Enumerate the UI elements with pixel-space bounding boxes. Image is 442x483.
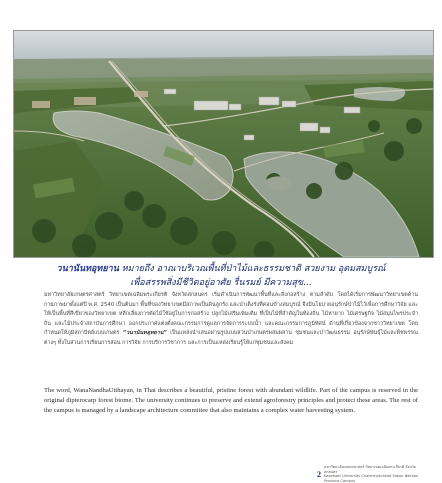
aerial-campus-photo: [13, 30, 434, 258]
caption-line1: หมายถึง อาณาบริเวณพื้นที่ป่าไม้และธรรมชาติ สวยงาม อุดมสมบูรณ์: [121, 264, 386, 274]
footer-line-thai: มหาวิทยาลัยเกษตรศาสตร์ วิทยาเขตเฉลิมพระเกียรติ จังหวัดสกลนคร: [324, 465, 417, 474]
thai-paragraph: [44, 291, 418, 349]
footer-line-english: Kasetsart University Chalermphrakiat Sakon Nakhon Province Campus: [324, 474, 419, 483]
page-footer: [317, 465, 428, 483]
caption-title: วนานันทอุทยาน: [56, 264, 119, 274]
caption-line2: เพื่อสรรพสิ่งมีชีวิตอยู่อาศัย รื่นรมย์ มีความสุข...: [130, 278, 312, 288]
footer-text: [324, 465, 428, 483]
thai-paragraph-part1: มหาวิทยาลัยเกษตรศาสตร์ วิทยาเขตเฉลิมพระเกียรติ จังหวัดสกลนคร เริ่มดำเนินการพัฒนาพื้นที่และสิ่งก่อสร้าง ตามลำดับ โดยได้เริ่มการพัฒนาวิทยาเขตด้านกายภาพมาตั้งแต่ปี พ.ศ. 2540 เป็นต้นมา พื้นที่ของวิทยาเขตมีสภาพเป็นดินลูกรัง และป่าเต็งรังที่ค่อนข้างสมบูรณ์ จึงมีนโยบายอนุรักษ์ป่าไม้ไว้เพื่อการศึกษาวิจัย และให้เป็นพื้นที่สีเขียวของวิทยาเขต หลีกเลี่ยงการตัดไม้ใช้อยู่ในการก่อสร้าง ปลูกไม้เสริมเพิ่มเติม ที่เป็นไม้ที่สำคัญในท้องถิ่น ไม้หายาก ไม้เศรษฐกิจ ไม้สมุนไพรประจำถิ่น และไม้ประจำสถาบันการศึกษา ออกประกาศแต่งตั้งคณะกรรมการดูแลการจัดการระบบน้ำ และคณะกรรมการภูมิทัศน์ ด้านที่เกี่ยวข้องจากชาววิทยาเขต โดยกำหนดให้ภูมิสถาปัตย์แบบเกษตร: [44, 292, 418, 337]
thai-paragraph-emphasis: “วนานันทอุทยาน”: [122, 330, 167, 337]
page-number: 2: [317, 469, 321, 479]
photo-caption: [20, 262, 422, 290]
thai-paragraph-part2: เป็นแหล่งนำเสนอผ่านรูปแบบสวนป่าเกษตรผสมผสาน ชุมชนและป่าวัฒนธรรม อนุรักษ์พันธุ์ไม้และพืชพรรณต่างๆ ทั้งในส่วนการเรียนการสอน การวิจัย การบริการวิชาการ และการเป็นแหล่งเรียนรู้ให้แก่ชุมชนและสังคม: [44, 330, 418, 346]
english-paragraph: The word, WanaNandhaUtthayan, in Thai describes a beautiful, pristine forest with abundant wildlife. Part of the campus is reserved in the original dipterocarp forest biome. The university continues to preserve and extend agroforestry principles and protect these areas. The rest of the campus is managed by a landscape architecture committee that also maintains a complex water harvesting system.: [44, 387, 418, 414]
